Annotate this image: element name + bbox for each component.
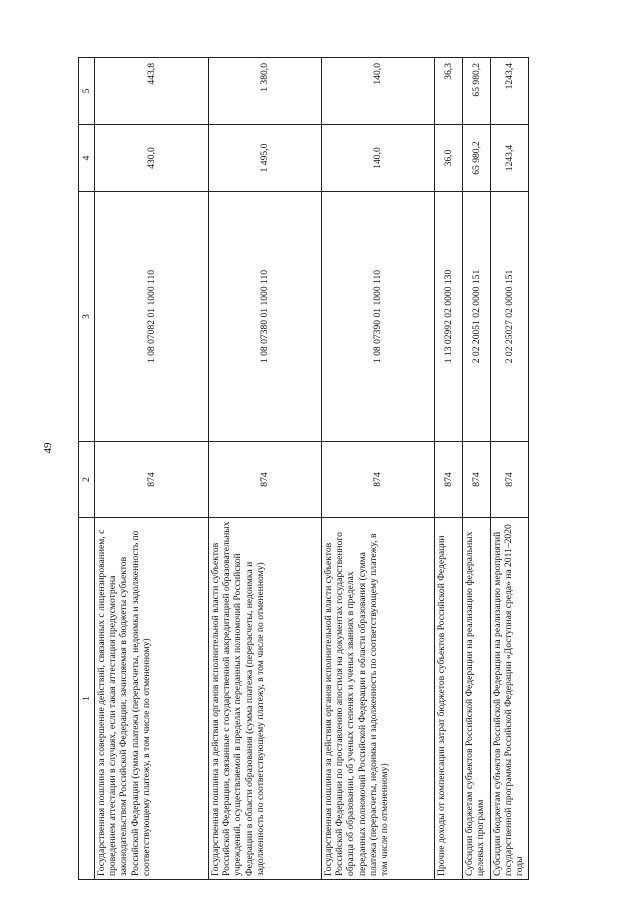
row-admin-code: 874 — [435, 442, 463, 518]
budget-table — [78, 57, 529, 880]
row-income-code: 2 02 20051 02 0000 151 — [463, 192, 491, 442]
row-value-col4: 140,0 — [322, 125, 435, 192]
table-row — [435, 58, 463, 880]
row-name: Прочие доходы от компенсации затрат бюджетов субъектов Российской Федерации — [435, 518, 463, 880]
table-row — [95, 58, 209, 880]
row-value-col4: 65 980,2 — [463, 125, 491, 192]
row-value-col5: 140,0 — [322, 58, 435, 125]
row-name: Субсидии бюджетам субъектов Российской Федерации на реализацию федеральных целевых программ — [463, 518, 491, 880]
row-income-code: 1 08 07082 01 1000 110 — [95, 192, 209, 442]
table-row — [209, 58, 322, 880]
table-header-row — [79, 58, 95, 880]
row-name: Государственная пошлина за действия органов исполнительной власти субъектов Российской Федерации, связанные с государственной аккредитацией образовательных учреждений, осуществляемой в пределах переданных полномочий Российской Федерации в области образования (сумма платежа (перерасчеты, недоимка и задолженность по соответствующему платежу, в том числе по отмененному) — [209, 518, 322, 880]
table-row — [463, 58, 491, 880]
header-col-3: 3 — [79, 192, 95, 442]
header-col-1: 1 — [79, 518, 95, 880]
row-name: Субсидии бюджетам субъектов Российской Федерации на реализацию мероприятий государственной программы Российской Федерации «Доступная среда» на 2011–2020 годы — [491, 518, 529, 880]
table-row — [491, 58, 529, 880]
row-name: Государственная пошлина за действия органов исполнительной власти субъектов Российской Федерации по проставлению апостиля на документах государственного образца об образовании, об ученых степенях и ученых званиях в пределах переданных полномочий Российской Федерации в области образования (сумма платежа (перерасчеты, недоимка и задолженность по соответствующему платежу, в том числе по отмененному) — [322, 518, 435, 880]
row-income-code: 1 08 07390 01 1000 110 — [322, 192, 435, 442]
row-income-code: 1 13 02992 02 0000 130 — [435, 192, 463, 442]
table-row — [322, 58, 435, 880]
row-value-col5: 1 380,0 — [209, 58, 322, 125]
row-value-col4: 430,0 — [95, 125, 209, 192]
header-col-2: 2 — [79, 442, 95, 518]
row-admin-code: 874 — [463, 442, 491, 518]
row-admin-code: 874 — [209, 442, 322, 518]
header-col-5: 5 — [79, 58, 95, 125]
row-admin-code: 874 — [491, 442, 529, 518]
row-value-col5: 1243,4 — [491, 58, 529, 125]
row-value-col4: 36,0 — [435, 125, 463, 192]
row-name: Государственная пошлина за совершение действий, связанных с лицензированием, с проведением аттестации в случаях, если такая аттестация предусмотрена законодательством Российской Федерации, зачисляемая в бюджеты субъектов Российской Федерации (сумма платежа (перерасчеты, недоимка и задолженность по соответствующему платежу, в том числе по отмененному) — [95, 518, 209, 880]
row-admin-code: 874 — [322, 442, 435, 518]
page-number: 49 — [42, 442, 54, 454]
row-income-code: 2 02 25027 02 0000 151 — [491, 192, 529, 442]
header-col-4: 4 — [79, 125, 95, 192]
row-admin-code: 874 — [95, 442, 209, 518]
row-income-code: 1 08 07380 01 1000 110 — [209, 192, 322, 442]
row-value-col5: 65 980,2 — [463, 58, 491, 125]
row-value-col4: 1 495,0 — [209, 125, 322, 192]
row-value-col5: 36,3 — [435, 58, 463, 125]
row-value-col4: 1243,4 — [491, 125, 529, 192]
row-value-col5: 443,8 — [95, 58, 209, 125]
rotated-page-content — [78, 58, 526, 880]
